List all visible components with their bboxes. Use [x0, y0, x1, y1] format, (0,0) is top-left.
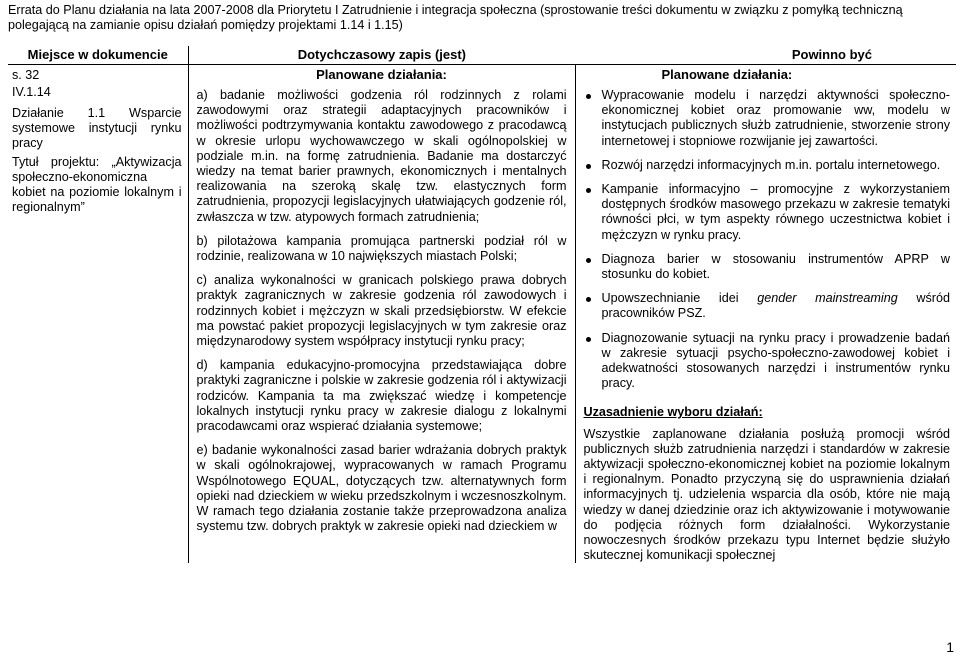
list-item: Diagnoza barier w stosowaniu instrumentów APRP w stosunku do kobiet.	[584, 252, 951, 282]
justification-heading: Uzasadnienie wyboru działań:	[583, 405, 763, 420]
current-section-a: a) badanie możliwości godzenia ról rodzinnych z rolami zawodowymi oraz strategii adaptacyjnych pracowników i możliwości podtrzymywania kontaktu zawodowego z pracodawcą w okresie urlopu wychowawczego w skali ogólnopolskiej w podziale m.in. na formę zatrudnienia. Badanie ma dostarczyć wiedzy na temat barier prawnych, ekonomicznych i mentalnych realizowania na szeroką skalę tzw. elastycznych form zatrudnienia, propozycji legislacyjnych ułatwiających godzenie ról, zwłaszcza w tzw. atypowych formach zatrudnienia;	[196, 88, 567, 224]
list-item: Upowszechnianie idei gender mainstreaming wśród pracowników PSZ.	[584, 291, 951, 321]
header-current: Dotychczasowy zapis (jest)	[297, 47, 467, 62]
list-item: Kampanie informacyjno – promocyjne z wykorzystaniem dostępnych środków masowego przekazu w zakresie tematyki równości płci, w tym aspekty równego uczestnictwa kobiet i mężczyzn w rynku pracy.	[584, 182, 951, 243]
header-should-be: Powinno być	[791, 47, 872, 62]
errata-intro-text: Errata do Planu działania na lata 2007-2008 dla Priorytetu I Zatrudnienie i integracja społeczna (sprostowanie treści dokumentu w związku z pomyłką techniczną polegającą na zamianie opisu działań pomiędzy projektami 1.14 i 1.15)	[8, 3, 903, 32]
should-be-cell	[575, 65, 956, 564]
current-section-e: e) badanie wykonalności zasad barier wdrażania dobrych praktyk w skali ogólnokrajowej, wypracowanych w ramach Programu Wspólnotowego EQUAL, dotyczących tzw. alternatywnych form opieki nad dzieckiem w wieku przedszkolnym i wczesnoszkolnym. W ramach tego działania zostanie także przeprowadzona analiza systemu tzw. dobrych praktyk w zakresie opieki nad dzieckiem w	[196, 443, 567, 534]
list-item: Wypracowanie modelu i narzędzi aktywności społeczno-ekonomicznej kobiet oraz promowanie ww, modelu w instytucjach publicznych służb zatrudnienie, stworzenie strony internetowej i stopniowe rozwijanie jej zawartości.	[584, 88, 951, 149]
action-name: Działanie 1.1 Wsparcie systemowe instytucji rynku pracy	[12, 106, 182, 150]
section-code: IV.1.14	[12, 85, 51, 99]
should-be-subheading: Planowane działania:	[661, 67, 793, 82]
project-title: Tytuł projektu: „Aktywizacja społeczno-ekonomiczna kobiet na poziomie lokalnym i regionalnym”	[12, 155, 182, 214]
page-ref: s. 32	[12, 68, 40, 82]
current-section-b: b) pilotażowa kampania promująca partnerski podział ról w rodzinie, realizowana w 10 największych miastach Polski;	[196, 233, 567, 264]
content-row	[8, 65, 956, 564]
emphasis-text: gender mainstreaming	[757, 291, 898, 306]
current-section-c: c) analiza wykonalności w granicach polskiego prawa dobrych praktyk zagranicznych w zakresie godzenia ról zawodowych i rodzinnych kobiet i mężczyzn w skali przedsiębiorstw. W efekcie ma powstać pakiet propozycji legislacyjnych w tym zakresie oraz międzynarodowy system współpracy instytucji rynku pracy;	[196, 273, 567, 349]
list-item: Rozwój narzędzi informacyjnych m.in. portalu internetowego.	[584, 158, 951, 173]
page-number: 1	[946, 639, 954, 655]
list-item: Diagnozowanie sytuacji na rynku pracy i prowadzenie badań w zakresie sytuacji psycho-społeczno-zawodowej kobiet i adekwatności stosowanych narzędzi i instrumentów rynku pracy.	[584, 331, 951, 392]
current-subheading: Planowane działania:	[316, 67, 447, 82]
current-section-d: d) kampania edukacyjno-promocyjna przedstawiająca dobre praktyki zagraniczne i polskie w zakresie godzenia ról i aktywizacji rodziców. Kampania ta ma zwiększać wiedzę i kompetencje lokalnych instytucji rynku pracy w zakresie dialogu z lokalnymi pracodawcami oraz wspierać działania systemowe;	[196, 358, 567, 434]
header-location: Miejsce w dokumencie	[8, 46, 188, 65]
header-row	[8, 46, 956, 65]
justification-text: Wszystkie zaplanowane działania posłużą promocji wśród publicznych służb zatrudnienia narzędzi i standardów w zakresie aktywizacji społeczno-ekonomicznej kobiet na poziomie lokalnym i regionalnym. Ponadto przyczyną się do usprawnienia działań informacyjnych tj. udzielenia wsparcia dla osób, które nie mają wiedzy w danej dziedzinie oraz ich aktywizowanie i motywowanie do podjęcia różnych form działalności. Wykorzystanie nowoczesnych środków przekazu typu Internet będzie służyło skutecznej komunikacji społecznej	[583, 426, 950, 563]
should-be-list	[584, 88, 951, 391]
errata-table	[8, 46, 956, 563]
errata-intro	[8, 3, 956, 33]
current-cell	[188, 65, 575, 564]
location-cell	[8, 65, 188, 564]
header-right-group	[188, 46, 956, 65]
